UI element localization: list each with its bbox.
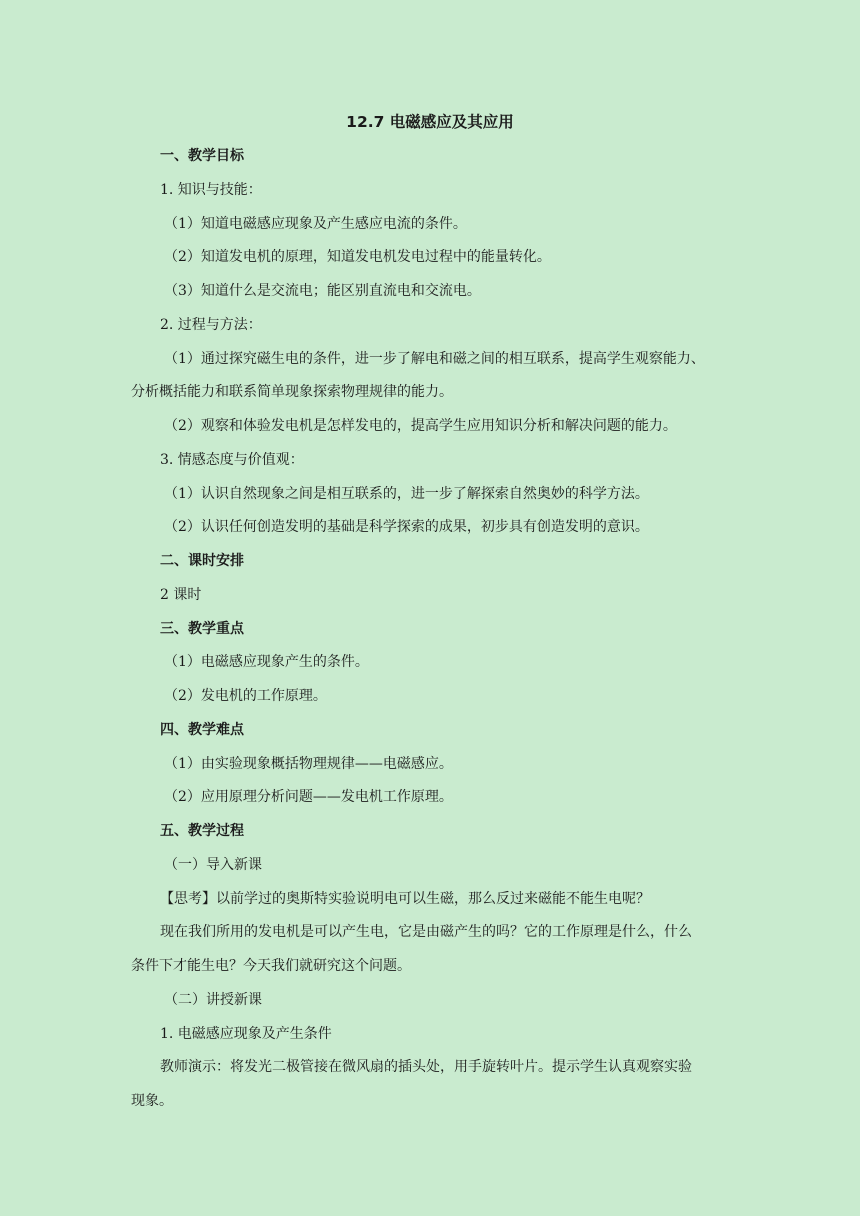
objective-item: （1）认识自然现象之间是相互联系的，进一步了解探索自然奥妙的科学方法。 xyxy=(164,486,649,502)
key-point-item: （1）电磁感应现象产生的条件。 xyxy=(164,654,369,670)
objective-item: （2）认识任何创造发明的基础是科学探索的成果，初步具有创造发明的意识。 xyxy=(164,519,649,535)
paragraph-line: 教师演示：将发光二极管接在微风扇的插头处，用手旋转叶片。提示学生认真观察实验 xyxy=(160,1059,692,1075)
difficulty-item: （2）应用原理分析问题——发电机工作原理。 xyxy=(164,789,453,805)
objective-item: （1）通过探究磁生电的条件，进一步了解电和磁之间的相互联系，提高学生观察能力、 xyxy=(164,351,705,367)
difficulty-item: （1）由实验现象概括物理规律——电磁感应。 xyxy=(164,756,453,772)
section-heading-difficulties: 四、教学难点 xyxy=(160,722,244,738)
objective-item-continued: 分析概括能力和联系简单现象探索物理规律的能力。 xyxy=(131,384,453,400)
section-heading-schedule: 二、课时安排 xyxy=(160,553,244,569)
subheading-electromagnetic-induction: 1. 电磁感应现象及产生条件 xyxy=(160,1026,332,1042)
document-title: 12.7 电磁感应及其应用 xyxy=(346,113,514,131)
subheading-attitude-values: 3. 情感态度与价值观： xyxy=(160,452,304,468)
objective-item: （2）观察和体验发电机是怎样发电的，提高学生应用知识分析和解决问题的能力。 xyxy=(164,418,677,434)
section-heading-objectives: 一、教学目标 xyxy=(160,148,244,164)
section-heading-key-points: 三、教学重点 xyxy=(160,621,244,637)
section-heading-process: 五、教学过程 xyxy=(160,823,244,839)
subheading-new-lesson: （二）讲授新课 xyxy=(164,992,262,1008)
objective-item: （2）知道发电机的原理，知道发电机发电过程中的能量转化。 xyxy=(164,249,551,265)
subheading-knowledge-skills: 1. 知识与技能： xyxy=(160,182,262,198)
key-point-item: （2）发电机的工作原理。 xyxy=(164,688,327,704)
objective-item: （3）知道什么是交流电；能区别直流电和交流电。 xyxy=(164,283,481,299)
objective-item: （1）知道电磁感应现象及产生感应电流的条件。 xyxy=(164,216,467,232)
paragraph-line-continued: 现象。 xyxy=(131,1093,173,1109)
subheading-process-method: 2. 过程与方法： xyxy=(160,317,262,333)
schedule-text: 2 课时 xyxy=(160,587,202,603)
paragraph-line: 现在我们所用的发电机是可以产生电，它是由磁产生的吗？它的工作原理是什么，什么 xyxy=(160,924,692,940)
paragraph-line-continued: 条件下才能生电？今天我们就研究这个问题。 xyxy=(131,958,411,974)
subheading-introduction: （一）导入新课 xyxy=(164,857,262,873)
think-question: 【思考】以前学过的奥斯特实验说明电可以生磁，那么反过来磁能不能生电呢？ xyxy=(160,891,650,907)
